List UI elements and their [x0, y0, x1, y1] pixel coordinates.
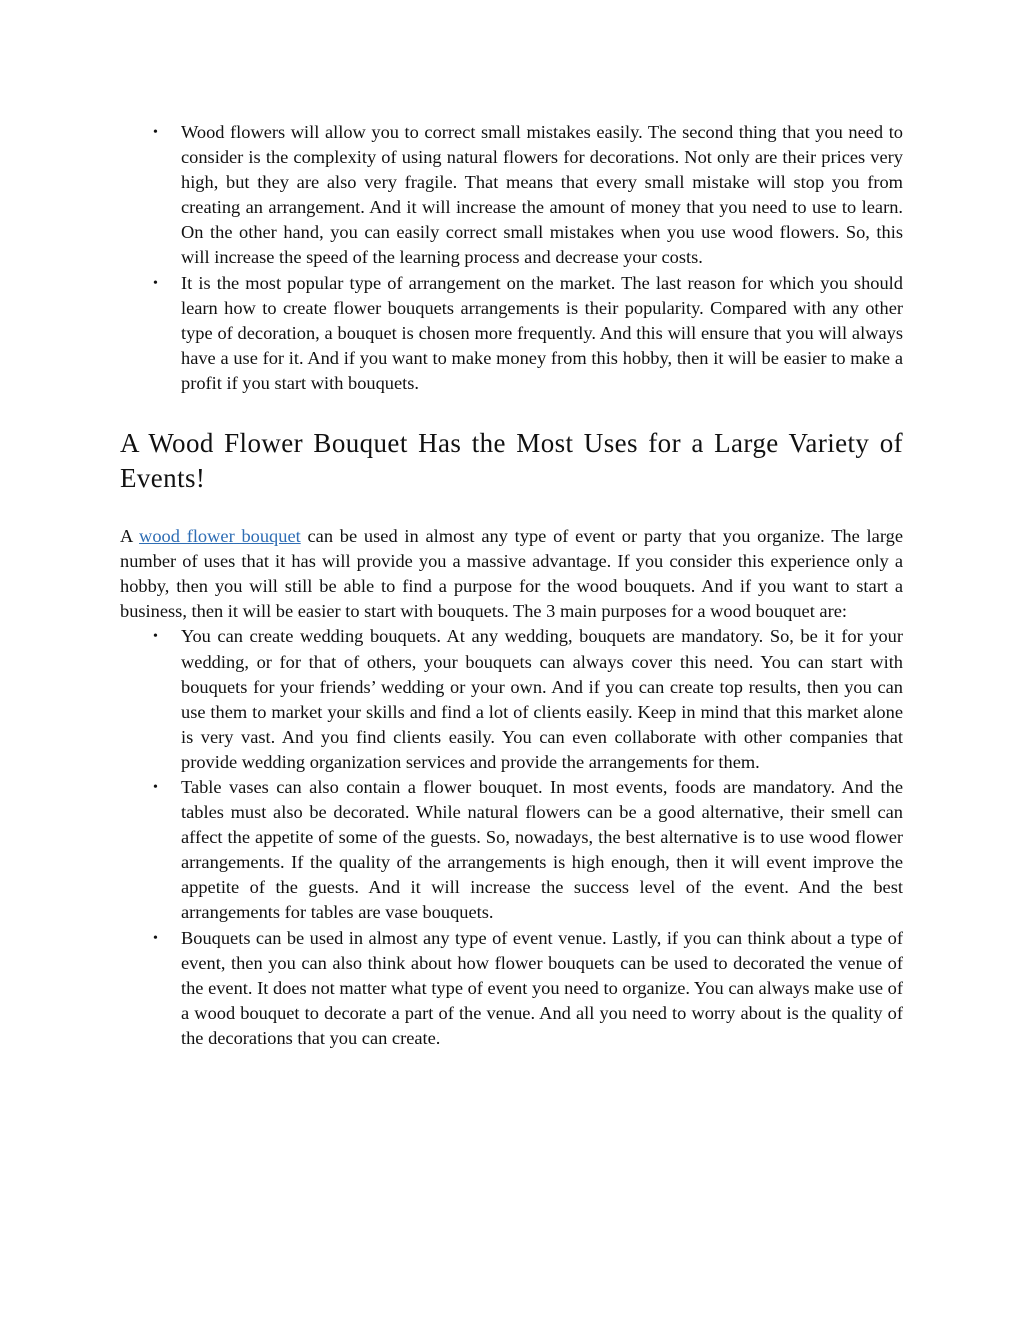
list-item-text: Wood flowers will allow you to correct small mistakes easily. The second thing that you need to consider is the complexity of using natural flowers for decorations. Not only are their prices very high, but they are also very fragile. That means that every small mistake will stop you from creating an arrangement. And it will increase the amount of money that you need to use to learn. On the other hand, you can easily correct small mistakes when you use wood flowers. So, this will increase the speed of the learning process and decrease your costs.	[181, 122, 903, 268]
document-page	[120, 120, 903, 1051]
intro-paragraph	[120, 524, 903, 624]
list-item-text: Table vases can also contain a flower bouquet. In most events, foods are mandatory. And the tables must also be decorated. While natural flowers can be a good alternative, their smell can affect the appetite of some of the guests. So, nowadays, the best alternative is to use wood flower arrangements. If the quality of the arrangements is high enough, then it will event improve the appetite of the guests. And it will increase the success level of the event. And the best arrangements for tables are vase bouquets.	[181, 776, 903, 923]
list-item	[120, 120, 903, 271]
bullet-icon: •	[153, 779, 158, 795]
list-item	[120, 926, 903, 1051]
list-item	[120, 775, 903, 926]
bullet-icon: •	[153, 629, 158, 645]
intro-bullet-list	[120, 120, 903, 396]
bullet-icon: •	[153, 930, 158, 946]
paragraph-prefix: A	[120, 526, 140, 547]
list-item-text: Bouquets can be used in almost any type of event venue. Lastly, if you can think about a type of event, then you can also think about how flower bouquets can be used to decorated the venue of the event. It does not matter what type of event you need to organize. You can always make use of a wood bouquet to decorate a part of the venue. And all you need to worry about is the quality of the decorations that you can create.	[181, 927, 903, 1048]
bullet-icon: •	[153, 125, 158, 140]
paragraph-text: can be used in almost any type of event or party that you organize. The large number of uses that it has will provide you a massive advantage. If you consider this experience only a hobby, then you will still be able to find a purpose for the wood bouquets. And if you want to start a business, then it will be easier to start with bouquets. The 3 main purposes for a wood bouquet are:	[120, 526, 903, 622]
list-item	[120, 271, 903, 396]
purpose-bullet-list	[120, 624, 903, 1051]
wood-flower-bouquet-link[interactable]: wood flower bouquet	[139, 526, 301, 547]
list-item-text: It is the most popular type of arrangement on the market. The last reason for which you should learn how to create flower bouquets arrangements is their popularity. Compared with any other type of decoration, a bouquet is chosen more frequently. And this will ensure that you will always have a use for it. And if you want to make money from this hobby, then it will be easier to make a profit if you start with bouquets.	[181, 272, 903, 393]
list-item-text: You can create wedding bouquets. At any wedding, bouquets are mandatory. So, be it for your wedding, or for that of others, your bouquets can always cover this need. You can start with bouquets for your friends’ wedding or your own. And if you can create top results, then you can use them to market your skills and find a lot of clients easily. Keep in mind that this market alone is very vast. And you find clients easily. You can even collaborate with other companies that provide wedding organization services and provide the arrangements for them.	[181, 626, 903, 772]
list-item	[120, 624, 903, 775]
section-heading: A Wood Flower Bouquet Has the Most Uses for a Large Variety of Events!	[120, 428, 903, 494]
bullet-icon: •	[153, 275, 158, 291]
